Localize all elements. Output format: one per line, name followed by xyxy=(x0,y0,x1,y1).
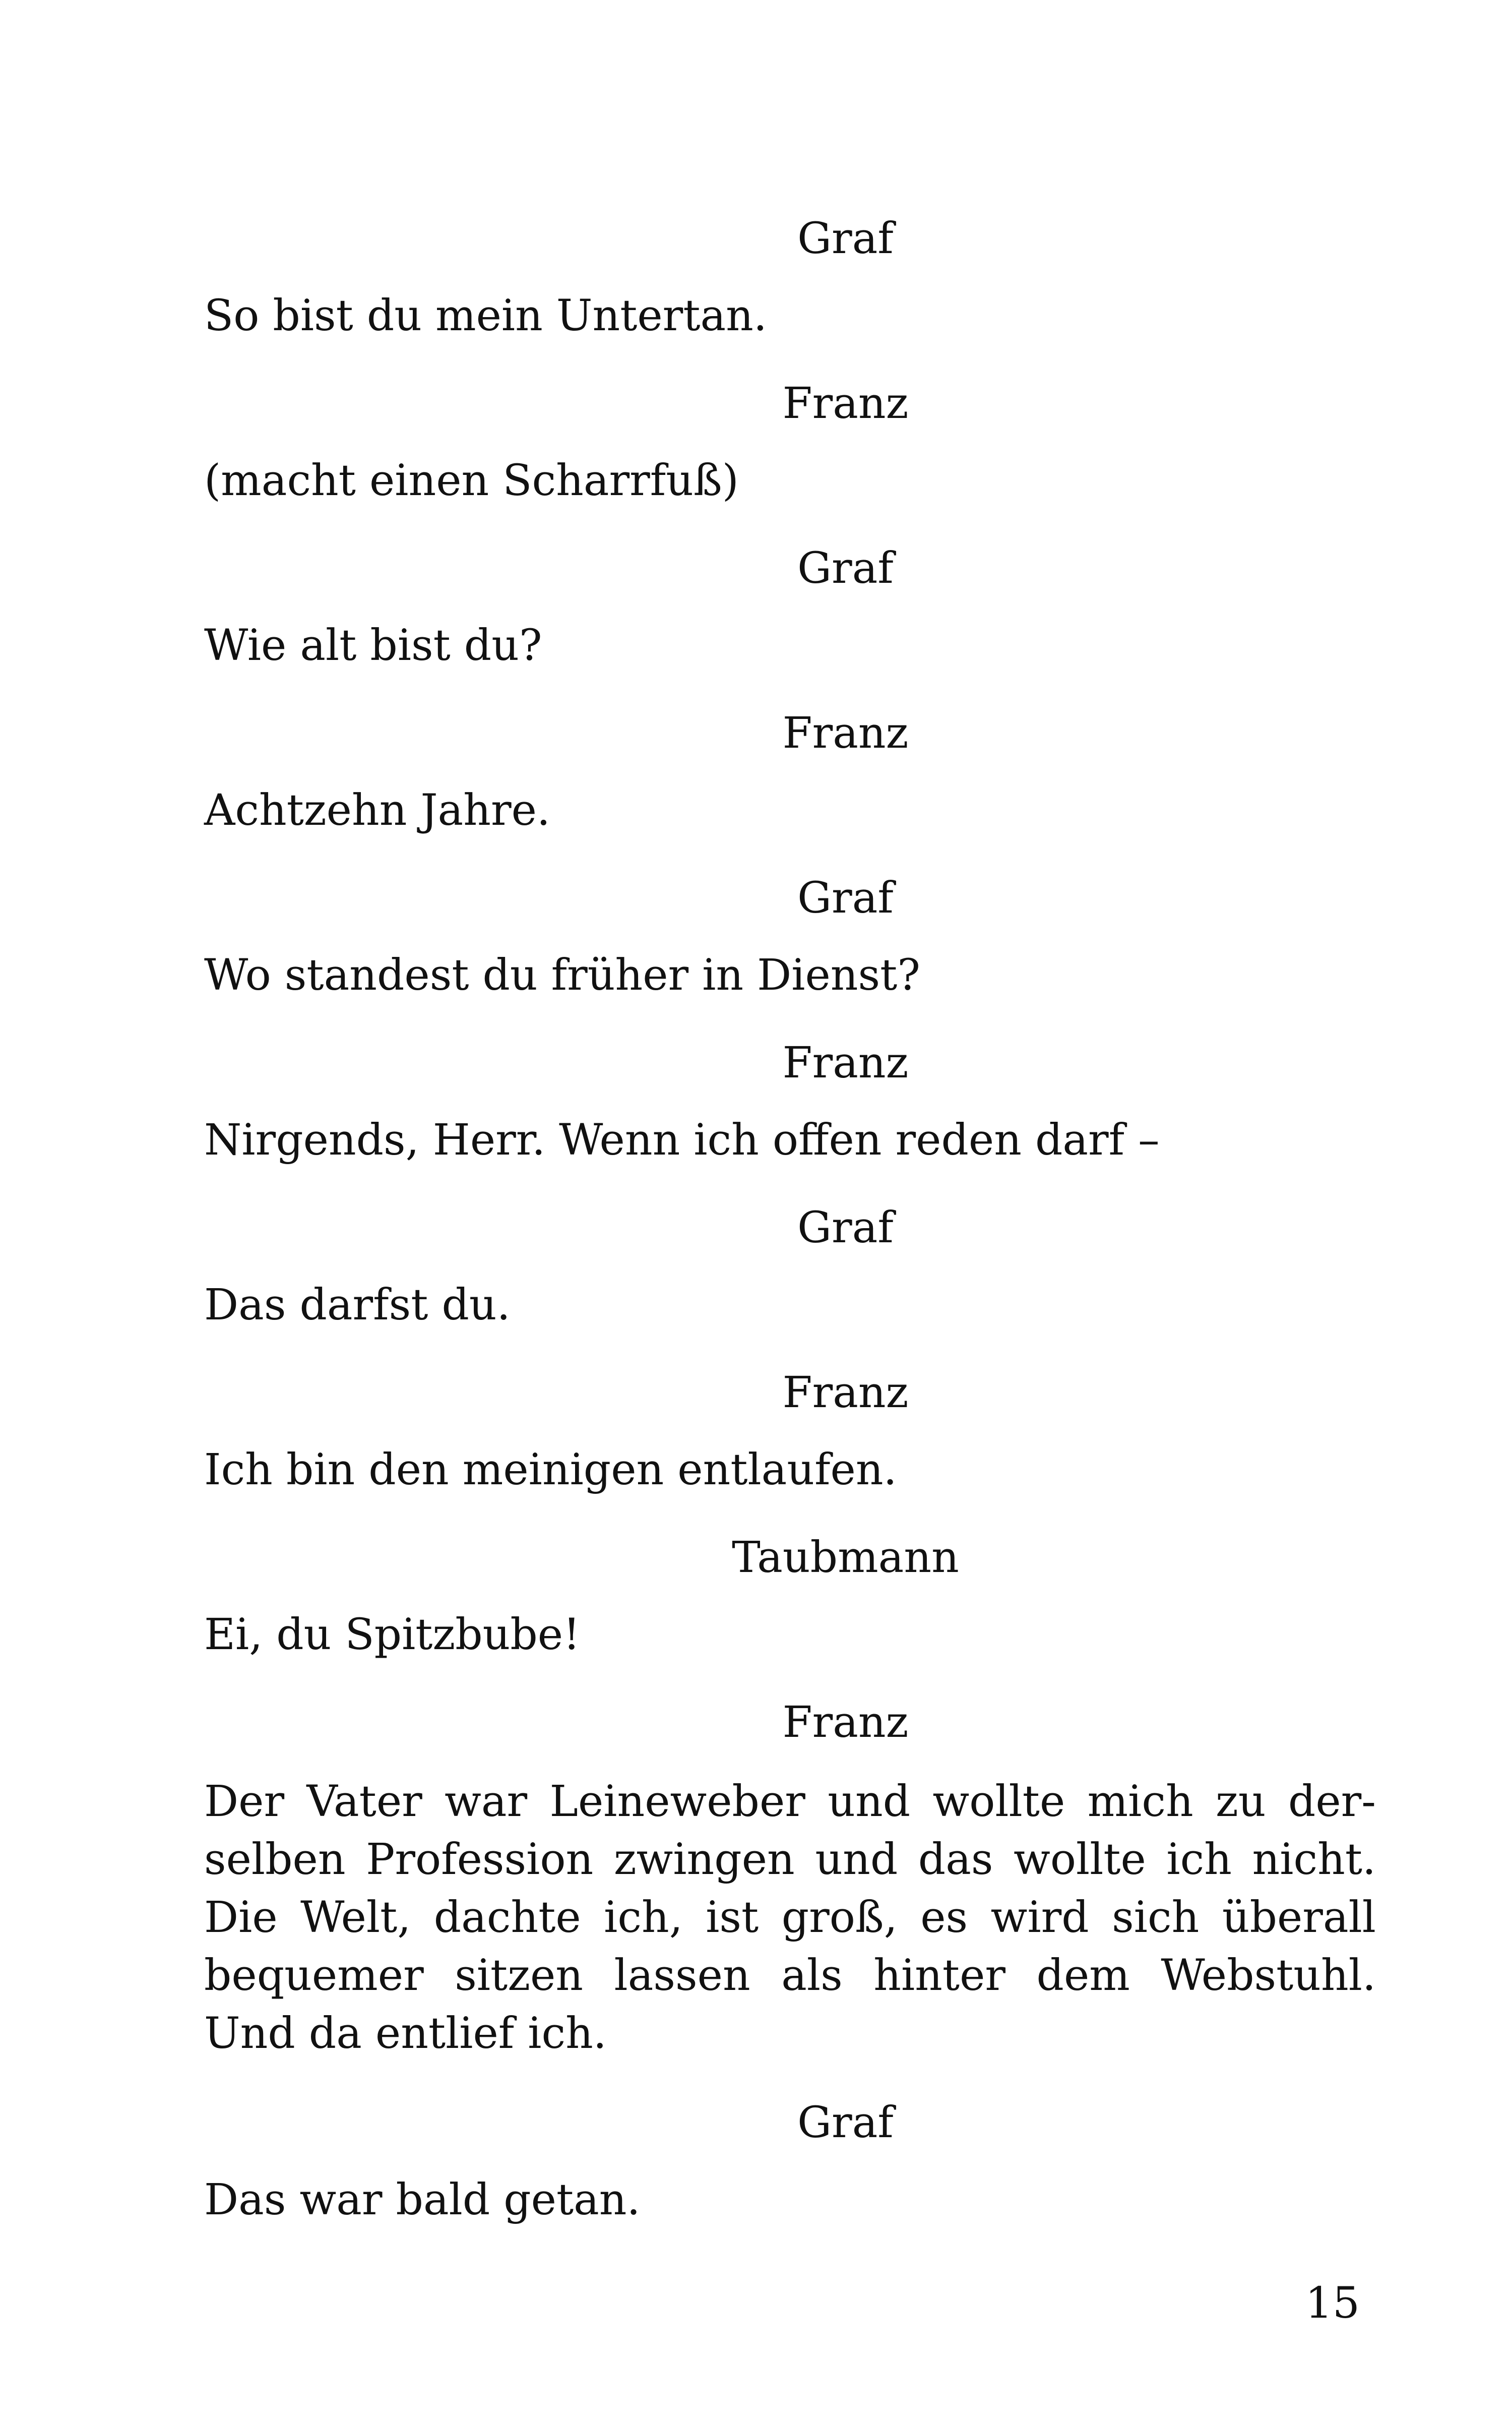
dialogue-line: So bist du mein Untertan. xyxy=(204,291,767,341)
dialogue-line: Ich bin den meinigen entlaufen. xyxy=(204,1445,897,1495)
speaker-name: Franz xyxy=(782,708,909,758)
speaker-name: Franz xyxy=(782,1038,909,1088)
speaker-name: Franz xyxy=(782,379,909,429)
speaker-name: Taubmann xyxy=(732,1533,959,1583)
dialogue-line: Ei, du Spitzbube! xyxy=(204,1610,581,1660)
speaker-name: Graf xyxy=(797,543,894,593)
dialogue-paragraph xyxy=(204,1773,1376,2063)
paragraph-line: Der Vater war Leineweber und wollte mich zu der- xyxy=(204,1777,1376,1827)
paragraph-line: Die Welt, dachte ich, ist groß, es wird sich überall xyxy=(204,1893,1376,1943)
paragraph-line: bequemer sitzen lassen als hinter dem Webstuhl. xyxy=(204,1951,1376,2001)
speaker-name: Graf xyxy=(797,1203,894,1253)
dialogue-line: Das darfst du. xyxy=(204,1280,511,1330)
speaker-name: Graf xyxy=(797,2098,894,2148)
speaker-name: Graf xyxy=(797,214,894,264)
paragraph-line: Und da entlief ich. xyxy=(204,2009,607,2059)
dialogue-line: Wo standest du früher in Dienst? xyxy=(204,950,920,1000)
dialogue-line: Wie alt bist du? xyxy=(204,621,542,671)
dialogue-block xyxy=(204,212,1376,2261)
dialogue-line: Nirgends, Herr. Wenn ich offen reden darf – xyxy=(204,1115,1160,1165)
dialogue-line: Das war bald getan. xyxy=(204,2175,641,2225)
stage-direction: (macht einen Scharrfuß) xyxy=(204,456,739,506)
speaker-name: Franz xyxy=(782,1368,909,1418)
dialogue-line: Achtzehn Jahre. xyxy=(204,785,550,835)
speaker-name: Franz xyxy=(782,1698,909,1747)
speaker-name: Graf xyxy=(797,873,894,923)
paragraph-line: selben Profession zwingen und das wollte ich nicht. xyxy=(204,1835,1376,1885)
page-number: 15 xyxy=(1305,2278,1360,2328)
